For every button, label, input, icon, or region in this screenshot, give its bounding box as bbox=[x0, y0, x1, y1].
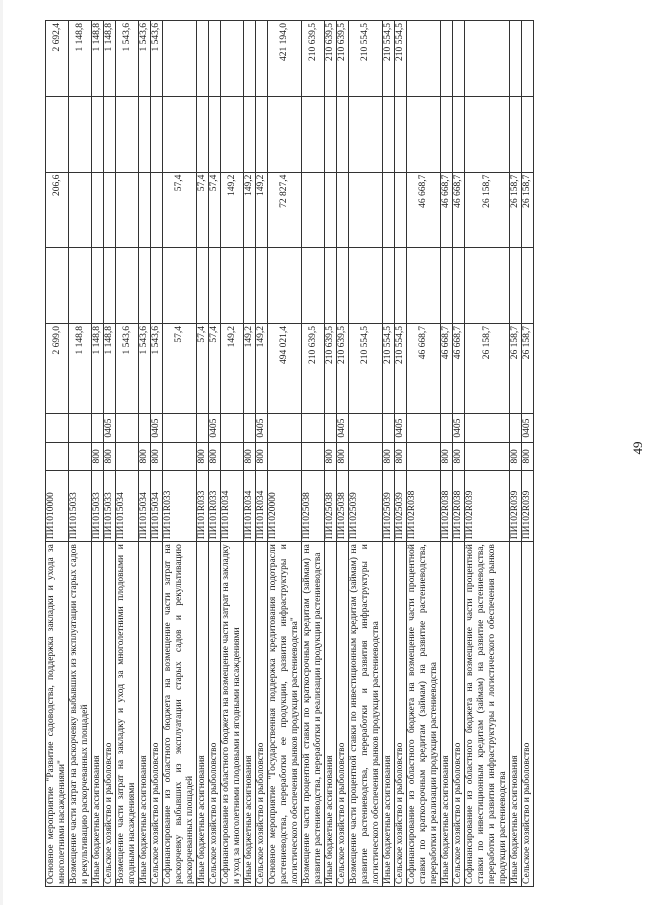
row-name: Сельское хозяйство и рыболовство bbox=[453, 542, 465, 887]
row-federal bbox=[441, 248, 453, 324]
row-other: 2 692,4 bbox=[46, 21, 69, 97]
row-total: 210 639,5 bbox=[302, 324, 325, 414]
table-row bbox=[69, 21, 92, 887]
row-vr: 800 bbox=[325, 442, 337, 470]
row-code: ПИ1025038 bbox=[302, 470, 325, 541]
row-other: 210 554,5 bbox=[395, 21, 407, 97]
row-federal bbox=[349, 248, 383, 324]
table-row bbox=[349, 21, 383, 887]
row-local bbox=[522, 96, 534, 172]
row-local bbox=[407, 96, 441, 172]
row-code: ПИ1020000 bbox=[268, 470, 302, 541]
row-total: 149,2 bbox=[221, 324, 244, 414]
row-local bbox=[221, 96, 244, 172]
row-regional: 57,4 bbox=[197, 172, 209, 248]
row-name: Софинансирование из областного бюджета на возмещение части процентной ставки по инвестиционным кредитам (займам) на развитие растениеводства, переработки и развития инфраструктуры и логистического обеспечения рынков продукции растениеводства bbox=[465, 542, 510, 887]
row-local bbox=[337, 96, 349, 172]
row-name: Иные бюджетные ассигнования bbox=[441, 542, 453, 887]
row-regional: 206,6 bbox=[46, 172, 69, 248]
row-regional bbox=[116, 172, 139, 248]
row-federal bbox=[325, 248, 337, 324]
row-regional bbox=[337, 172, 349, 248]
row-vr: 800 bbox=[453, 442, 465, 470]
row-name: Сельское хозяйство и рыболовство bbox=[337, 542, 349, 887]
row-rz: 0405 bbox=[395, 414, 407, 442]
row-other bbox=[163, 21, 197, 97]
row-total: 149,2 bbox=[244, 324, 256, 414]
row-vr: 800 bbox=[197, 442, 209, 470]
row-total: 1 148,8 bbox=[69, 324, 92, 414]
row-other bbox=[407, 21, 441, 97]
row-name: Возмещение части затрат на раскорчевку выбывших из эксплуатации старых садов и рекультивацию раскорчеванных площадей bbox=[69, 542, 92, 887]
row-vr: 800 bbox=[92, 442, 104, 470]
row-other: 210 639,5 bbox=[302, 21, 325, 97]
row-code: ПИ102R038 bbox=[441, 470, 453, 541]
row-name: Иные бюджетные ассигнования bbox=[510, 542, 522, 887]
row-local bbox=[268, 96, 302, 172]
row-vr: 800 bbox=[510, 442, 522, 470]
row-rz bbox=[197, 414, 209, 442]
row-rz: 0405 bbox=[209, 414, 221, 442]
row-rz bbox=[325, 414, 337, 442]
row-name: Сельское хозяйство и рыболовство bbox=[104, 542, 116, 887]
row-name: Иные бюджетные ассигнования bbox=[197, 542, 209, 887]
row-name: Иные бюджетные ассигнования bbox=[325, 542, 337, 887]
table-row bbox=[104, 21, 116, 887]
row-federal bbox=[92, 248, 104, 324]
row-total: 149,2 bbox=[256, 324, 268, 414]
row-vr bbox=[116, 442, 139, 470]
row-code: ПИ1025038 bbox=[325, 470, 337, 541]
row-vr bbox=[46, 442, 69, 470]
row-name: Основное мероприятие "Государственная поддержка кредитования подотрасли растениеводства, переработки ее продукции, развития инфраструктуры и логистического обеспечения рынков продукции растениеводства" bbox=[268, 542, 302, 887]
row-total: 210 554,5 bbox=[383, 324, 395, 414]
row-code: ПИ1025039 bbox=[395, 470, 407, 541]
row-code: ПИ1025038 bbox=[337, 470, 349, 541]
row-rz bbox=[407, 414, 441, 442]
row-regional bbox=[104, 172, 116, 248]
row-federal bbox=[337, 248, 349, 324]
row-other: 421 194,0 bbox=[268, 21, 302, 97]
row-other: 1 543,6 bbox=[116, 21, 139, 97]
table-row bbox=[325, 21, 337, 887]
budget-table-body bbox=[46, 21, 534, 887]
row-code: ПИ1015034 bbox=[116, 470, 139, 541]
row-name: Иные бюджетные ассигнования bbox=[139, 542, 151, 887]
row-federal bbox=[510, 248, 522, 324]
row-rz bbox=[69, 414, 92, 442]
row-code: ПИ1010000 bbox=[46, 470, 69, 541]
row-rz bbox=[441, 414, 453, 442]
row-total: 46 668,7 bbox=[441, 324, 453, 414]
row-federal bbox=[244, 248, 256, 324]
table-row bbox=[522, 21, 534, 887]
row-other: 1 148,8 bbox=[69, 21, 92, 97]
row-regional bbox=[395, 172, 407, 248]
row-vr: 800 bbox=[256, 442, 268, 470]
row-federal bbox=[139, 248, 151, 324]
row-total: 210 639,5 bbox=[337, 324, 349, 414]
row-federal bbox=[163, 248, 197, 324]
row-other: 1 148,8 bbox=[104, 21, 116, 97]
row-total: 57,4 bbox=[209, 324, 221, 414]
row-other bbox=[510, 21, 522, 97]
row-regional: 26 158,7 bbox=[510, 172, 522, 248]
row-regional bbox=[349, 172, 383, 248]
row-regional: 46 668,7 bbox=[453, 172, 465, 248]
row-name: Иные бюджетные ассигнования bbox=[244, 542, 256, 887]
row-local bbox=[325, 96, 337, 172]
row-rz bbox=[221, 414, 244, 442]
page-number: 49 bbox=[630, 441, 645, 455]
row-regional: 46 668,7 bbox=[407, 172, 441, 248]
table-row bbox=[383, 21, 395, 887]
row-regional: 57,4 bbox=[209, 172, 221, 248]
row-local bbox=[510, 96, 522, 172]
row-total: 1 148,8 bbox=[104, 324, 116, 414]
row-federal bbox=[383, 248, 395, 324]
row-total: 46 668,7 bbox=[407, 324, 441, 414]
row-rz: 0405 bbox=[337, 414, 349, 442]
row-rz bbox=[163, 414, 197, 442]
row-total: 26 158,7 bbox=[510, 324, 522, 414]
row-rz bbox=[46, 414, 69, 442]
row-total: 494 021,4 bbox=[268, 324, 302, 414]
row-local bbox=[256, 96, 268, 172]
row-local bbox=[209, 96, 221, 172]
row-federal bbox=[46, 248, 69, 324]
row-local bbox=[163, 96, 197, 172]
row-name: Возмещение части затрат на закладку и уход за многолетними плодовыми и ягодными насаждениями bbox=[116, 542, 139, 887]
row-regional bbox=[92, 172, 104, 248]
row-regional bbox=[69, 172, 92, 248]
table-row bbox=[92, 21, 104, 887]
row-federal bbox=[69, 248, 92, 324]
table-row bbox=[453, 21, 465, 887]
row-code: ПИ102R039 bbox=[510, 470, 522, 541]
row-code: ПИ1015033 bbox=[69, 470, 92, 541]
row-code: ПИ1015033 bbox=[92, 470, 104, 541]
row-vr bbox=[407, 442, 441, 470]
row-other bbox=[244, 21, 256, 97]
row-local bbox=[453, 96, 465, 172]
row-federal bbox=[197, 248, 209, 324]
table-row bbox=[163, 21, 197, 887]
row-code: ПИ102R038 bbox=[407, 470, 441, 541]
row-name: Иные бюджетные ассигнования bbox=[92, 542, 104, 887]
row-local bbox=[349, 96, 383, 172]
row-code: ПИ101R033 bbox=[197, 470, 209, 541]
row-total: 210 554,5 bbox=[395, 324, 407, 414]
row-other: 210 639,5 bbox=[325, 21, 337, 97]
row-total: 46 668,7 bbox=[453, 324, 465, 414]
row-total: 210 639,5 bbox=[325, 324, 337, 414]
table-row bbox=[302, 21, 325, 887]
row-local bbox=[92, 96, 104, 172]
row-regional bbox=[151, 172, 163, 248]
row-federal bbox=[453, 248, 465, 324]
row-rz bbox=[383, 414, 395, 442]
row-regional: 26 158,7 bbox=[522, 172, 534, 248]
row-local bbox=[465, 96, 510, 172]
row-regional bbox=[383, 172, 395, 248]
row-federal bbox=[465, 248, 510, 324]
row-other: 210 639,5 bbox=[337, 21, 349, 97]
row-name: Возмещение части процентной ставки по инвестиционным кредитам (займам) на развитие растениеводства, переработки и развития инфраструктуры и логистического обеспечения рынков продукции растениеводства bbox=[349, 542, 383, 887]
row-federal bbox=[522, 248, 534, 324]
table-row bbox=[197, 21, 209, 887]
row-name: Софинансирование из областного бюджета на возмещение части процентной ставки по краткосрочным кредитам (займам) на развитие растениеводства, переработки и реализации продукции растениеводства bbox=[407, 542, 441, 887]
row-vr bbox=[349, 442, 383, 470]
row-rz bbox=[139, 414, 151, 442]
row-code: ПИ101R033 bbox=[209, 470, 221, 541]
row-vr: 800 bbox=[151, 442, 163, 470]
row-rz bbox=[92, 414, 104, 442]
row-name: Сельское хозяйство и рыболовство bbox=[522, 542, 534, 887]
row-other bbox=[221, 21, 244, 97]
row-rz: 0405 bbox=[104, 414, 116, 442]
row-local bbox=[151, 96, 163, 172]
row-other: 1 543,6 bbox=[139, 21, 151, 97]
row-vr: 800 bbox=[522, 442, 534, 470]
row-regional bbox=[139, 172, 151, 248]
row-local bbox=[46, 96, 69, 172]
row-vr bbox=[268, 442, 302, 470]
row-vr: 800 bbox=[104, 442, 116, 470]
row-vr: 800 bbox=[395, 442, 407, 470]
row-code: ПИ101R034 bbox=[221, 470, 244, 541]
table-row bbox=[510, 21, 522, 887]
row-other bbox=[465, 21, 510, 97]
row-total: 1 543,6 bbox=[116, 324, 139, 414]
table-row bbox=[256, 21, 268, 887]
budget-table bbox=[45, 20, 534, 887]
row-code: ПИ1015034 bbox=[151, 470, 163, 541]
row-local bbox=[139, 96, 151, 172]
table-row bbox=[209, 21, 221, 887]
row-total: 2 699,0 bbox=[46, 324, 69, 414]
row-code: ПИ1025039 bbox=[383, 470, 395, 541]
row-local bbox=[104, 96, 116, 172]
row-vr bbox=[221, 442, 244, 470]
row-local bbox=[244, 96, 256, 172]
row-total: 1 543,6 bbox=[139, 324, 151, 414]
row-code: ПИ101R034 bbox=[256, 470, 268, 541]
row-local bbox=[116, 96, 139, 172]
row-vr: 800 bbox=[139, 442, 151, 470]
table-row bbox=[221, 21, 244, 887]
row-local bbox=[395, 96, 407, 172]
row-total: 1 148,8 bbox=[92, 324, 104, 414]
row-regional bbox=[325, 172, 337, 248]
row-other: 1 543,6 bbox=[151, 21, 163, 97]
row-name: Софинансирование из областного бюджета на возмещение части затрат на раскорчевку выбывших из эксплуатации старых садов и рекультивацию раскорчеванных площадей bbox=[163, 542, 197, 887]
row-code: ПИ101R034 bbox=[244, 470, 256, 541]
row-other bbox=[197, 21, 209, 97]
row-rz bbox=[244, 414, 256, 442]
row-local bbox=[441, 96, 453, 172]
row-regional: 149,2 bbox=[256, 172, 268, 248]
row-name: Сельское хозяйство и рыболовство bbox=[209, 542, 221, 887]
row-name: Иные бюджетные ассигнования bbox=[383, 542, 395, 887]
row-federal bbox=[395, 248, 407, 324]
row-other: 210 554,5 bbox=[349, 21, 383, 97]
row-vr bbox=[163, 442, 197, 470]
row-other bbox=[209, 21, 221, 97]
document-page bbox=[45, 20, 612, 887]
table-row bbox=[151, 21, 163, 887]
row-total: 1 543,6 bbox=[151, 324, 163, 414]
scan-edge bbox=[0, 0, 3, 905]
row-other bbox=[441, 21, 453, 97]
row-vr bbox=[302, 442, 325, 470]
table-row bbox=[465, 21, 510, 887]
row-total: 210 554,5 bbox=[349, 324, 383, 414]
row-local bbox=[383, 96, 395, 172]
table-row bbox=[337, 21, 349, 887]
row-federal bbox=[407, 248, 441, 324]
row-total: 26 158,7 bbox=[522, 324, 534, 414]
row-rz bbox=[268, 414, 302, 442]
row-name: Основное мероприятие "Развитие садоводства, поддержка закладки и ухода за многолетними насаждениями" bbox=[46, 542, 69, 887]
row-rz bbox=[465, 414, 510, 442]
row-federal bbox=[116, 248, 139, 324]
row-rz: 0405 bbox=[453, 414, 465, 442]
table-row bbox=[395, 21, 407, 887]
row-local bbox=[69, 96, 92, 172]
row-vr: 800 bbox=[244, 442, 256, 470]
row-regional: 149,2 bbox=[244, 172, 256, 248]
row-vr bbox=[465, 442, 510, 470]
rotated-table-container bbox=[45, 20, 612, 887]
table-row bbox=[441, 21, 453, 887]
row-local bbox=[302, 96, 325, 172]
row-federal bbox=[302, 248, 325, 324]
row-rz bbox=[510, 414, 522, 442]
row-total: 57,4 bbox=[197, 324, 209, 414]
row-federal bbox=[104, 248, 116, 324]
table-row bbox=[116, 21, 139, 887]
row-name: Возмещение части процентной ставки по краткосрочным кредитам (займам) на развитие растениеводства, переработки и реализации продукции растениеводства bbox=[302, 542, 325, 887]
row-other bbox=[522, 21, 534, 97]
row-other bbox=[256, 21, 268, 97]
row-code: ПИ1015033 bbox=[104, 470, 116, 541]
row-regional: 26 158,7 bbox=[465, 172, 510, 248]
row-code: ПИ102R039 bbox=[465, 470, 510, 541]
row-rz: 0405 bbox=[522, 414, 534, 442]
row-code: ПИ101R033 bbox=[163, 470, 197, 541]
row-regional: 46 668,7 bbox=[441, 172, 453, 248]
row-regional: 149,2 bbox=[221, 172, 244, 248]
row-name: Сельское хозяйство и рыболовство bbox=[395, 542, 407, 887]
row-vr bbox=[69, 442, 92, 470]
row-other: 210 554,5 bbox=[383, 21, 395, 97]
row-rz: 0405 bbox=[151, 414, 163, 442]
row-rz bbox=[302, 414, 325, 442]
row-other bbox=[453, 21, 465, 97]
row-total: 26 158,7 bbox=[465, 324, 510, 414]
row-federal bbox=[151, 248, 163, 324]
row-vr: 800 bbox=[209, 442, 221, 470]
row-code: ПИ1025039 bbox=[349, 470, 383, 541]
row-federal bbox=[268, 248, 302, 324]
row-name: Софинансирование из областного бюджета на возмещение части затрат на закладку и уход за многолетними плодовыми и ягодными насаждениями bbox=[221, 542, 244, 887]
row-name: Сельское хозяйство и рыболовство bbox=[151, 542, 163, 887]
table-row bbox=[139, 21, 151, 887]
table-row bbox=[407, 21, 441, 887]
row-vr: 800 bbox=[441, 442, 453, 470]
table-row bbox=[46, 21, 69, 887]
row-vr: 800 bbox=[383, 442, 395, 470]
row-name: Сельское хозяйство и рыболовство bbox=[256, 542, 268, 887]
row-rz bbox=[349, 414, 383, 442]
row-regional bbox=[302, 172, 325, 248]
table-row bbox=[268, 21, 302, 887]
row-federal bbox=[209, 248, 221, 324]
row-federal bbox=[256, 248, 268, 324]
row-code: ПИ102R039 bbox=[522, 470, 534, 541]
row-rz bbox=[116, 414, 139, 442]
table-row bbox=[244, 21, 256, 887]
row-regional: 57,4 bbox=[163, 172, 197, 248]
row-regional: 72 827,4 bbox=[268, 172, 302, 248]
row-code: ПИ102R038 bbox=[453, 470, 465, 541]
row-rz: 0405 bbox=[256, 414, 268, 442]
row-local bbox=[197, 96, 209, 172]
row-code: ПИ1015034 bbox=[139, 470, 151, 541]
row-federal bbox=[221, 248, 244, 324]
row-total: 57,4 bbox=[163, 324, 197, 414]
row-vr: 800 bbox=[337, 442, 349, 470]
row-other: 1 148,8 bbox=[92, 21, 104, 97]
